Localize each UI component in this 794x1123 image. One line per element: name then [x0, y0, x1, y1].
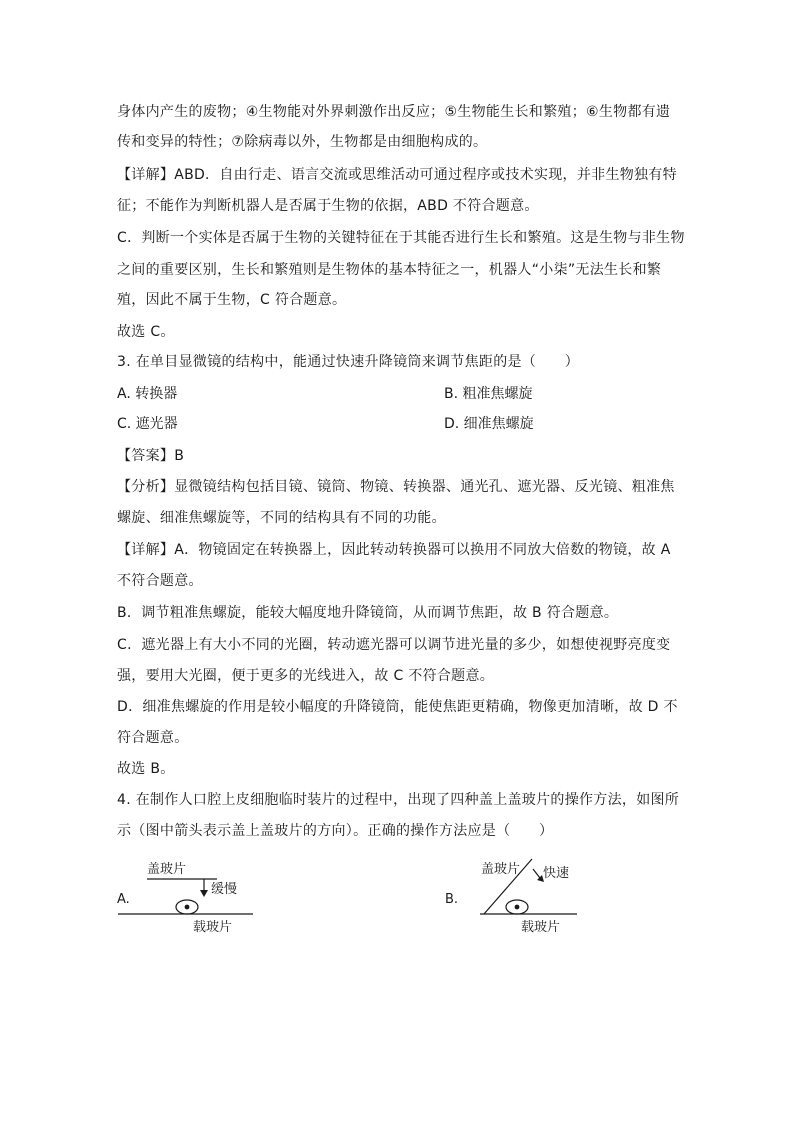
text-line: 【详解】A．物镜固定在转换器上，因此转动转换器可以换用不同放大倍数的物镜，故 A [117, 542, 671, 558]
text-line: 征；不能作为判断机器人是否属于生物的依据，ABD 不符合题意。 [117, 198, 539, 214]
text-line: 符合题意。 [117, 730, 189, 746]
fast-arrow-icon [533, 869, 540, 878]
cover-slip-label: 盖玻片 [147, 862, 187, 877]
text-line: 【详解】ABD．自由行走、语言交流或思维活动可通过程序或技术实现，并非生物独有特 [117, 167, 677, 183]
q4-figure-a [115, 855, 255, 940]
text-line: 螺旋、细准焦螺旋等，不同的结构具有不同的功能。 [117, 510, 446, 526]
glass-slide-label: 载玻片 [193, 920, 233, 935]
text-line: 不符合题意。 [117, 573, 203, 589]
text-line: 身体内产生的废物；④生物能对外界刺激作出反应；⑤生物能生长和繁殖；⑥生物都有遗 [117, 104, 671, 120]
text-line: C．判断一个实体是否属于生物的关键特征在于其能否进行生长和繁殖。这是生物与非生物 [117, 230, 685, 246]
q3-option-b: B. 粗准焦螺旋 [444, 386, 533, 402]
q3-option-d: D. 细准焦螺旋 [444, 416, 534, 432]
text-line: 殖，因此不属于生物，C 符合题意。 [117, 292, 347, 308]
q3-option-a: A. 转换器 [117, 386, 178, 402]
speed-label: 缓慢 [211, 882, 238, 897]
text-line: 【分析】显微镜结构包括目镜、镜筒、物镜、转换器、通光孔、遮光器、反光镜、粗准焦 [117, 479, 675, 495]
figure-a-letter: A. [117, 892, 130, 907]
speed-label: 快速 [543, 866, 570, 881]
text-line: D．细准焦螺旋的作用是较小幅度的升降镜筒，能使焦距更精确，物像更加清晰，故 D 不 [117, 699, 678, 715]
q4-figure-b [443, 855, 583, 940]
text-line: 之间的重要区别，生长和繁殖则是生物体的基本特征之一，机器人“小柒”无法生长和繁 [117, 262, 662, 278]
arrowhead-icon [200, 890, 208, 897]
cover-slip-label: 盖玻片 [481, 862, 521, 877]
text-line: 故选 B。 [117, 761, 175, 777]
text-line: 传和变异的特性；⑦除病毒以外，生物都是由细胞构成的。 [117, 134, 488, 150]
nucleus-icon [185, 905, 190, 910]
question-4-stem: 示（图中箭头表示盖上盖玻片的方向）。正确的操作方法应是（ ） [117, 823, 554, 839]
glass-slide-label: 载玻片 [521, 920, 561, 935]
question-3-stem: 3. 在单目显微镜的结构中，能通过快速升降镜筒来调节焦距的是（ ） [117, 354, 580, 370]
text-line: 强，要用大光圈，便于更多的光线进入，故 C 不符合题意。 [117, 668, 495, 684]
answer-line: 【答案】B [117, 448, 185, 464]
q3-option-c: C. 遮光器 [117, 416, 178, 432]
question-4-stem: 4. 在制作人口腔上皮细胞临时装片的过程中，出现了四种盖上盖玻片的操作方法，如图所 [117, 792, 680, 808]
figure-b-letter: B. [445, 892, 459, 907]
text-line: C．遮光器上有大小不同的光圈，转动遮光器可以调节进光量的多少，如想使视野亮度变 [117, 637, 671, 653]
nucleus-icon [515, 905, 520, 910]
text-line: 故选 C。 [117, 324, 175, 340]
text-line: B．调节粗准焦螺旋，能较大幅度地升降镜筒，从而调节焦距，故 B 符合题意。 [117, 605, 619, 621]
